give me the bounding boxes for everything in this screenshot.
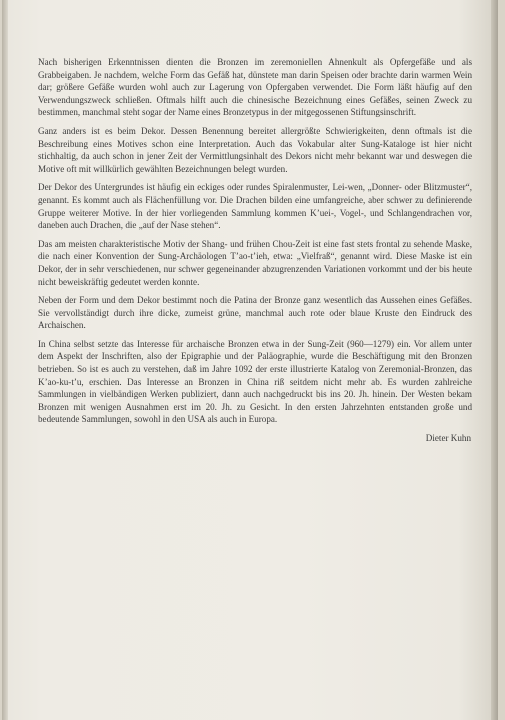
paragraph-4: Das am meisten charakteristische Motiv der Shang- und frühen Chou-Zeit ist eine fast stets frontal zu sehende Maske, die nach einer Konvention der Sung-Archäologen T’ao-t’ieh, etwa: „Vielfraß“, genannt wird. Diese Maske ist ein Dekor, der in sehr verschiedenen, nur schwer gegeneinander abzugrenzenden Variationen vorkommt und der bis heute nicht beweiskräftig gedeutet werden konnte.	[38, 238, 472, 287]
paragraph-5: Neben der Form und dem Dekor bestimmt noch die Patina der Bronze ganz wesentlich das Aussehen eines Gefäßes. Sie vervollständigt durch ihre dicke, zumeist grüne, manchmal auch rote oder blaue Kruste den Eindruck des Archaischen.	[38, 295, 472, 331]
paragraph-3: Der Dekor des Untergrundes ist häufig ein eckiges oder rundes Spiralenmuster, Lei-wen, „Donner- oder Blitzmuster“, genannt. Es kommt auch als Flächenfüllung vor. Die Drachen bilden eine umfangreiche, aber schwer zu definierende Gruppe weiterer Motive. In der hier vorliegenden Sammlung kommen K’uei-, Vogel-, und Schlangendrachen vor, daneben auch Drachen, die „auf der Nase stehen“.	[38, 182, 472, 231]
paragraph-2: Ganz anders ist es beim Dekor. Dessen Benennung bereitet allergrößte Schwierigkeiten, denn oftmals ist die Beschreibung eines Motives schon eine Interpretation. Auch das Vokabular alter Sung-Kataloge ist hier nicht stichhaltig, da auch schon in jener Zeit der Vermittlungsinhalt des Dekors nicht mehr bekannt war und deswegen die Motive oft mit willkürlich gewählten Bezeichnungen belegt wurden.	[38, 125, 472, 174]
body-text	[38, 56, 472, 445]
page-spine-shadow	[2, 0, 8, 720]
page-edge-shadow	[491, 0, 498, 720]
paragraph-6: In China selbst setzte das Interesse für archaische Bronzen etwa in der Sung-Zeit (960—1279) ein. Vor allem unter dem Aspekt der Inschriften, also der Epigraphie und der Paläographie, wurde die Beschäftigung mit den Bronzen betrieben. So ist es auch zu verstehen, daß im Jahre 1092 der erste illustrierte Katalog von Zeremonial-Bronzen, das K’ao-ku-t’u, erschien. Das Interesse an Bronzen in China riß seitdem nicht mehr ab. Es wurden zahlreiche Sammlungen in vielbändigen Werken publiziert, dann auch nachgedruckt bis ins 20. Jh. hinein. Der Westen bekam Bronzen mit wenigen Ausnahmen erst im 20. Jh. zu Gesicht. In den ersten Jahrzehnten entstanden große und bedeutende Sammlungen, sowohl in den USA als auch in Europa.	[38, 338, 472, 425]
paragraph-1: Nach bisherigen Erkenntnissen dienten die Bronzen im zeremoniellen Ahnenkult als Opfergefäße und als Grabbeigaben. Je nachdem, welche Form das Gefäß hat, dünstete man darin Speisen oder brachte darin warmen Wein dar; größere Gefäße wurden wohl auch zur Lagerung von Opfergaben verwendet. Die Form läßt häufig auf den Verwendungszweck schließen. Oftmals hilft auch die chinesische Bezeichnung eines Gefäßes, seinen Zweck zu bestimmen, manchmal steht sogar der Name eines Bronzetypus in der mitgegossenen Stiftungsinschrift.	[38, 57, 472, 118]
book-page	[2, 0, 498, 720]
author-signature: Dieter Kuhn	[425, 433, 471, 444]
